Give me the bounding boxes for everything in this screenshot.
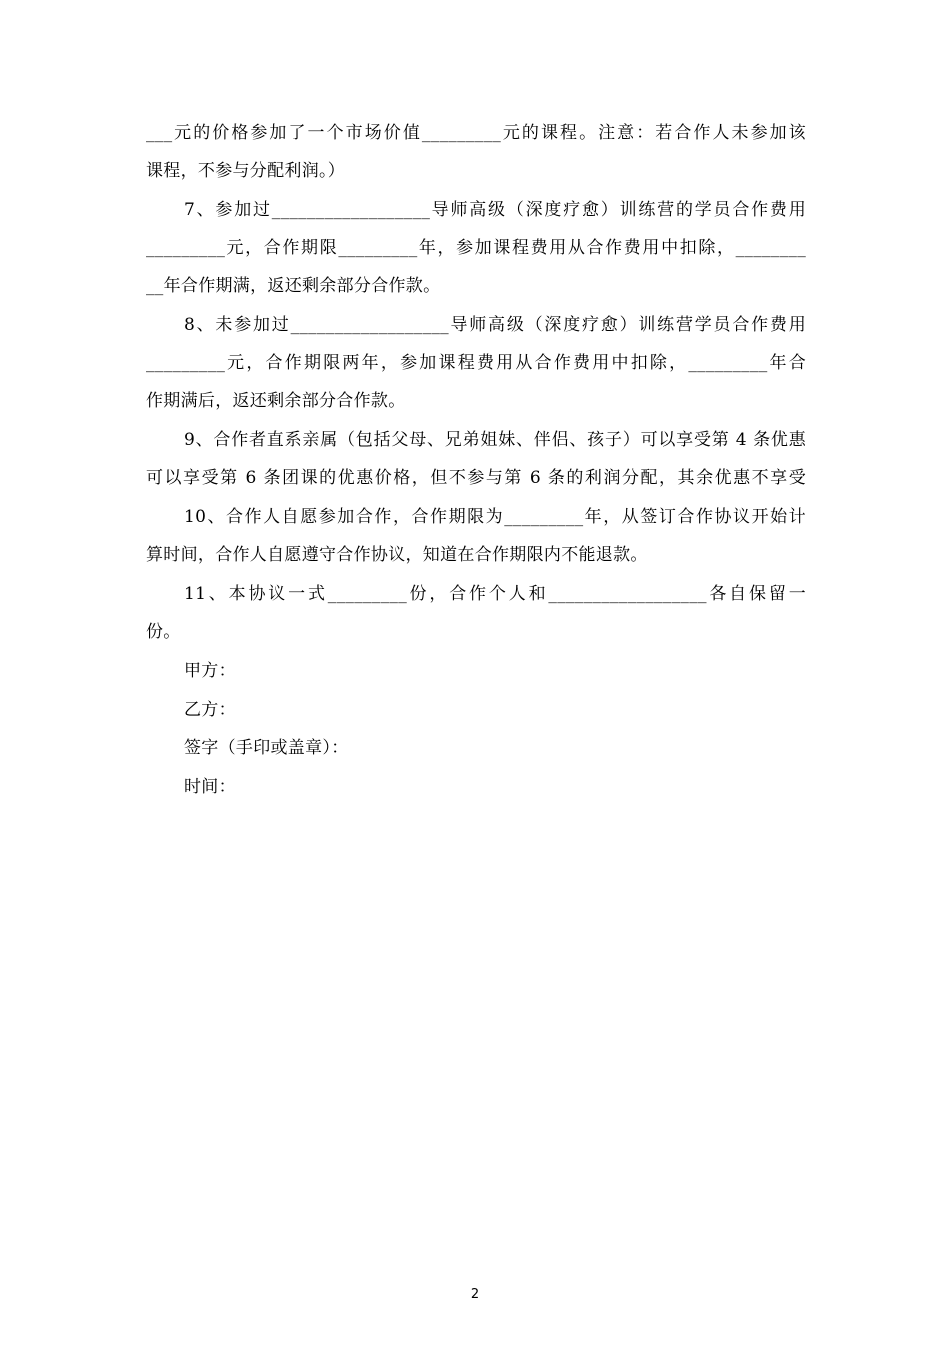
text-line: ___元的价格参加了一个市场价值_________元的课程。注意：若合作人未参加该: [146, 123, 806, 143]
party-b-label: 乙方：: [184, 700, 236, 720]
clause-8-line: 8、未参加过__________________导师高级（深度疗愈）训练营学员合作费用: [184, 315, 806, 335]
clause-11-line: 11、本协议一式_________份，合作个人和__________________各自保留一: [184, 584, 806, 604]
text-line: 可以享受第 6 条团课的优惠价格，但不参与第 6 条的利润分配，其余优惠不享受: [146, 468, 806, 488]
text-line: 份。: [146, 622, 181, 642]
signature-label: 签字（手印或盖章）：: [184, 738, 349, 758]
text-line: __年合作期满，返还剩余部分合作款。: [146, 276, 441, 296]
text-line: _________元，合作期限两年，参加课程费用从合作费用中扣除，_________年合: [146, 353, 806, 373]
clause-10-line: 10、合作人自愿参加合作，合作期限为_________年，从签订合作协议开始计: [184, 507, 806, 527]
text-line: _________元，合作期限_________年，参加课程费用从合作费用中扣除，________: [146, 238, 806, 258]
text-line: 算时间，合作人自愿遵守合作协议，知道在合作期限内不能退款。: [146, 545, 648, 565]
clause-7-line: 7、参加过__________________导师高级（深度疗愈）训练营的学员合作费用: [184, 200, 806, 220]
clause-9-line: 9、合作者直系亲属（包括父母、兄弟姐妹、伴侣、孩子）可以享受第 4 条优惠: [184, 430, 806, 450]
text-line: 作期满后，返还剩余部分合作款。: [146, 391, 406, 411]
date-label: 时间：: [184, 777, 236, 797]
text-line: 课程，不参与分配利润。）: [146, 161, 346, 181]
page-number: 2: [470, 1287, 480, 1302]
party-a-label: 甲方：: [184, 661, 236, 681]
